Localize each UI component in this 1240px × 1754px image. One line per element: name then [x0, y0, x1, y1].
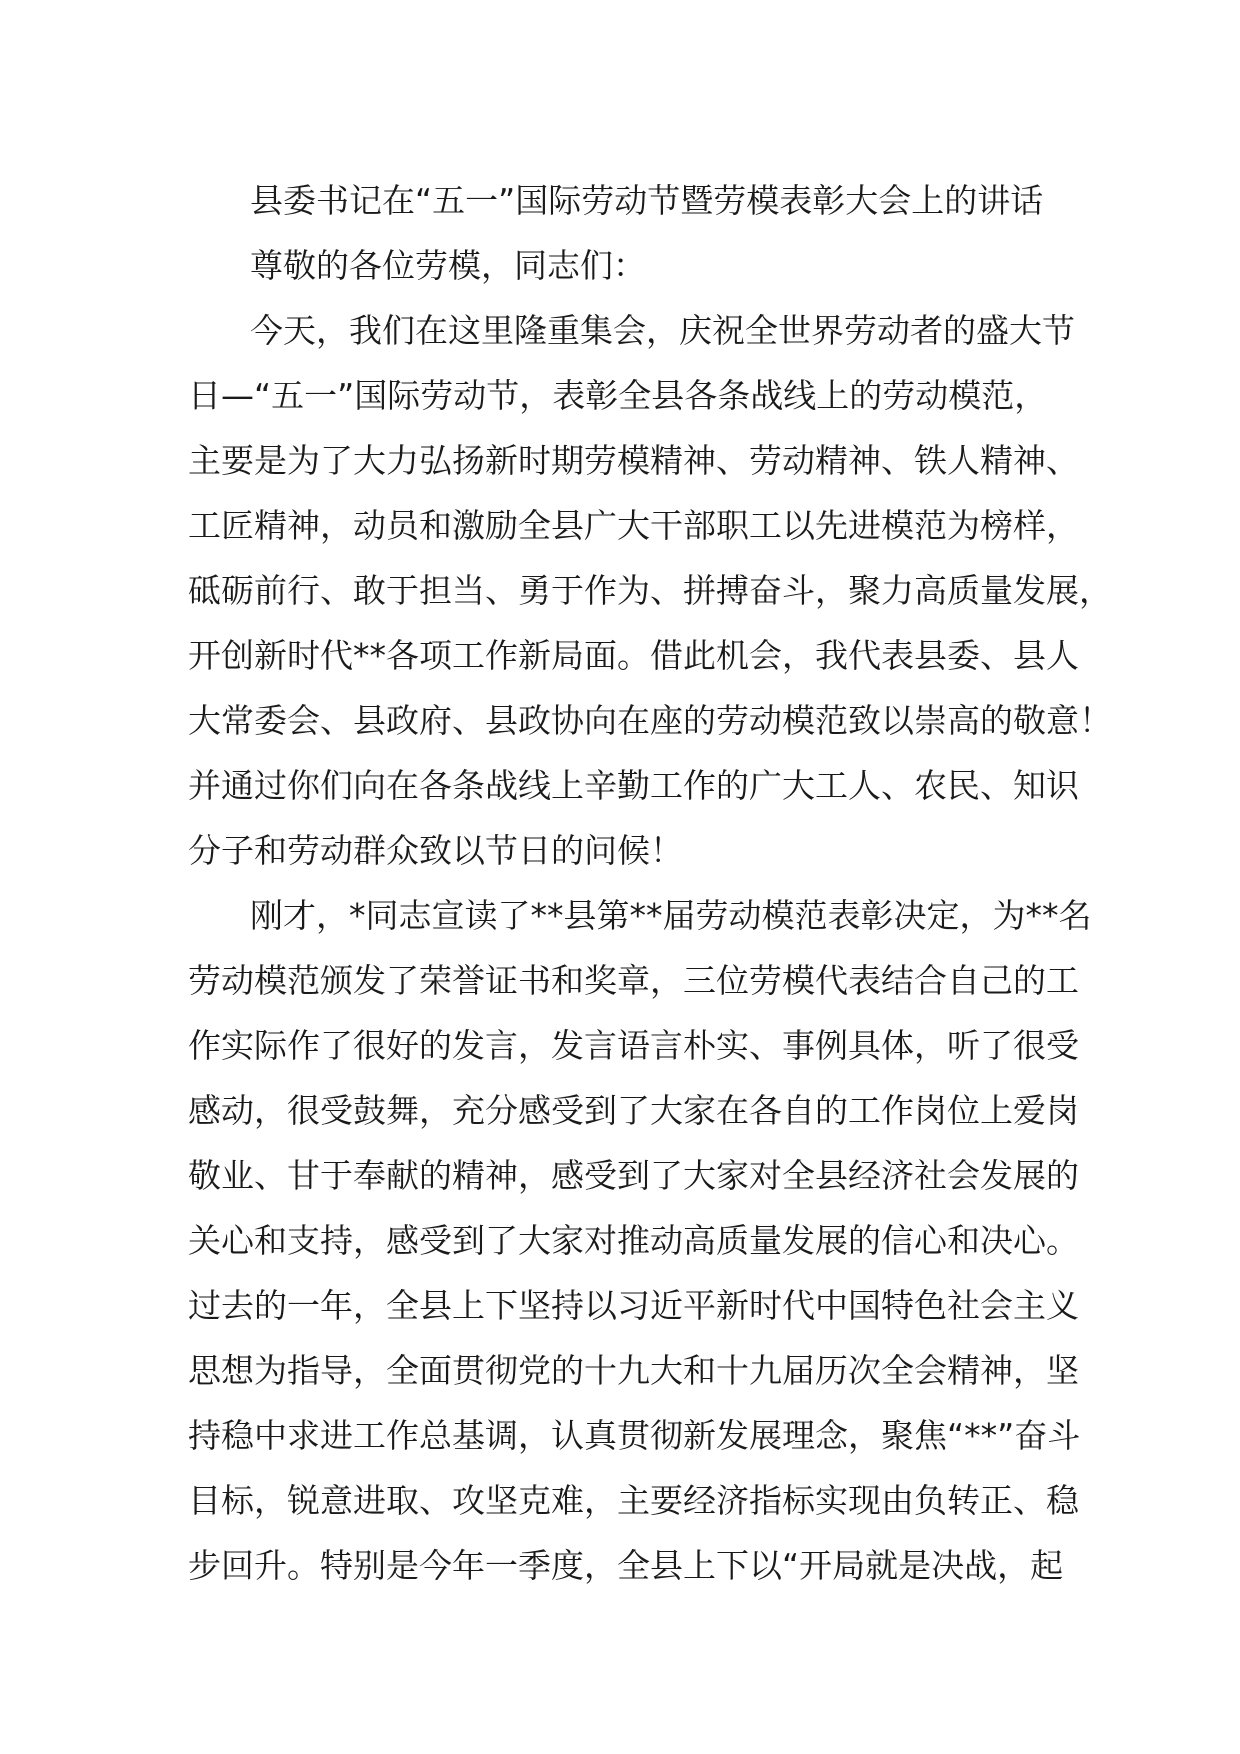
- document-title: 县委书记在“五一”国际劳动节暨劳模表彰大会上的讲话: [250, 181, 1044, 220]
- paragraph-line: 目标，锐意进取、攻坚克难，主要经济指标实现由负转正、稳: [188, 1481, 1079, 1520]
- paragraph-line: 分子和劳动群众致以节日的问候！: [188, 831, 683, 870]
- paragraph-line: 劳动模范颁发了荣誉证书和奖章，三位劳模代表结合自己的工: [188, 961, 1079, 1000]
- paragraph-line: 持稳中求进工作总基调，认真贯彻新发展理念，聚焦“**”奋斗: [188, 1416, 1081, 1455]
- paragraph-line: 步回升。特别是今年一季度，全县上下以“开局就是决战，起: [188, 1546, 1064, 1585]
- paragraph-line: 关心和支持，感受到了大家对推动高质量发展的信心和决心。: [188, 1221, 1079, 1260]
- paragraph-line: 刚才，*同志宣读了**县第**届劳动模范表彰决定，为**名: [250, 896, 1092, 935]
- paragraph-1: [188, 298, 1112, 883]
- paragraph-line: 思想为指导，全面贯彻党的十九大和十九届历次全会精神，坚: [188, 1351, 1079, 1390]
- paragraph-line: 日—“五一”国际劳动节，表彰全县各条战线上的劳动模范，: [188, 376, 1048, 415]
- paragraph-line: 感动，很受鼓舞，充分感受到了大家在各自的工作岗位上爱岗: [188, 1091, 1079, 1130]
- speech-text: [188, 168, 1112, 1598]
- paragraph-line: 主要是为了大力弘扬新时期劳模精神、劳动精神、铁人精神、: [188, 441, 1079, 480]
- paragraph-line: 开创新时代**各项工作新局面。借此机会，我代表县委、县人: [188, 636, 1079, 675]
- paragraph-line: 敬业、甘于奉献的精神，感受到了大家对全县经济社会发展的: [188, 1156, 1079, 1195]
- paragraph-line: 今天，我们在这里隆重集会，庆祝全世界劳动者的盛大节: [250, 311, 1075, 350]
- paragraph-line: 过去的一年，全县上下坚持以习近平新时代中国特色社会主义: [188, 1286, 1079, 1325]
- paragraph-line: 砥砺前行、敢于担当、勇于作为、拼搏奋斗，聚力高质量发展，: [188, 571, 1112, 610]
- greeting: 尊敬的各位劳模，同志们：: [250, 246, 646, 285]
- paragraph-line: 并通过你们向在各条战线上辛勤工作的广大工人、农民、知识: [188, 766, 1079, 805]
- paragraph-line: 大常委会、县政府、县政协向在座的劳动模范致以崇高的敬意！: [188, 701, 1112, 740]
- paragraph-line: 工匠精神，动员和激励全县广大干部职工以先进模范为榜样，: [188, 506, 1079, 545]
- paragraph-2: [188, 883, 1092, 1598]
- paragraph-line: 作实际作了很好的发言，发言语言朴实、事例具体，听了很受: [188, 1026, 1079, 1065]
